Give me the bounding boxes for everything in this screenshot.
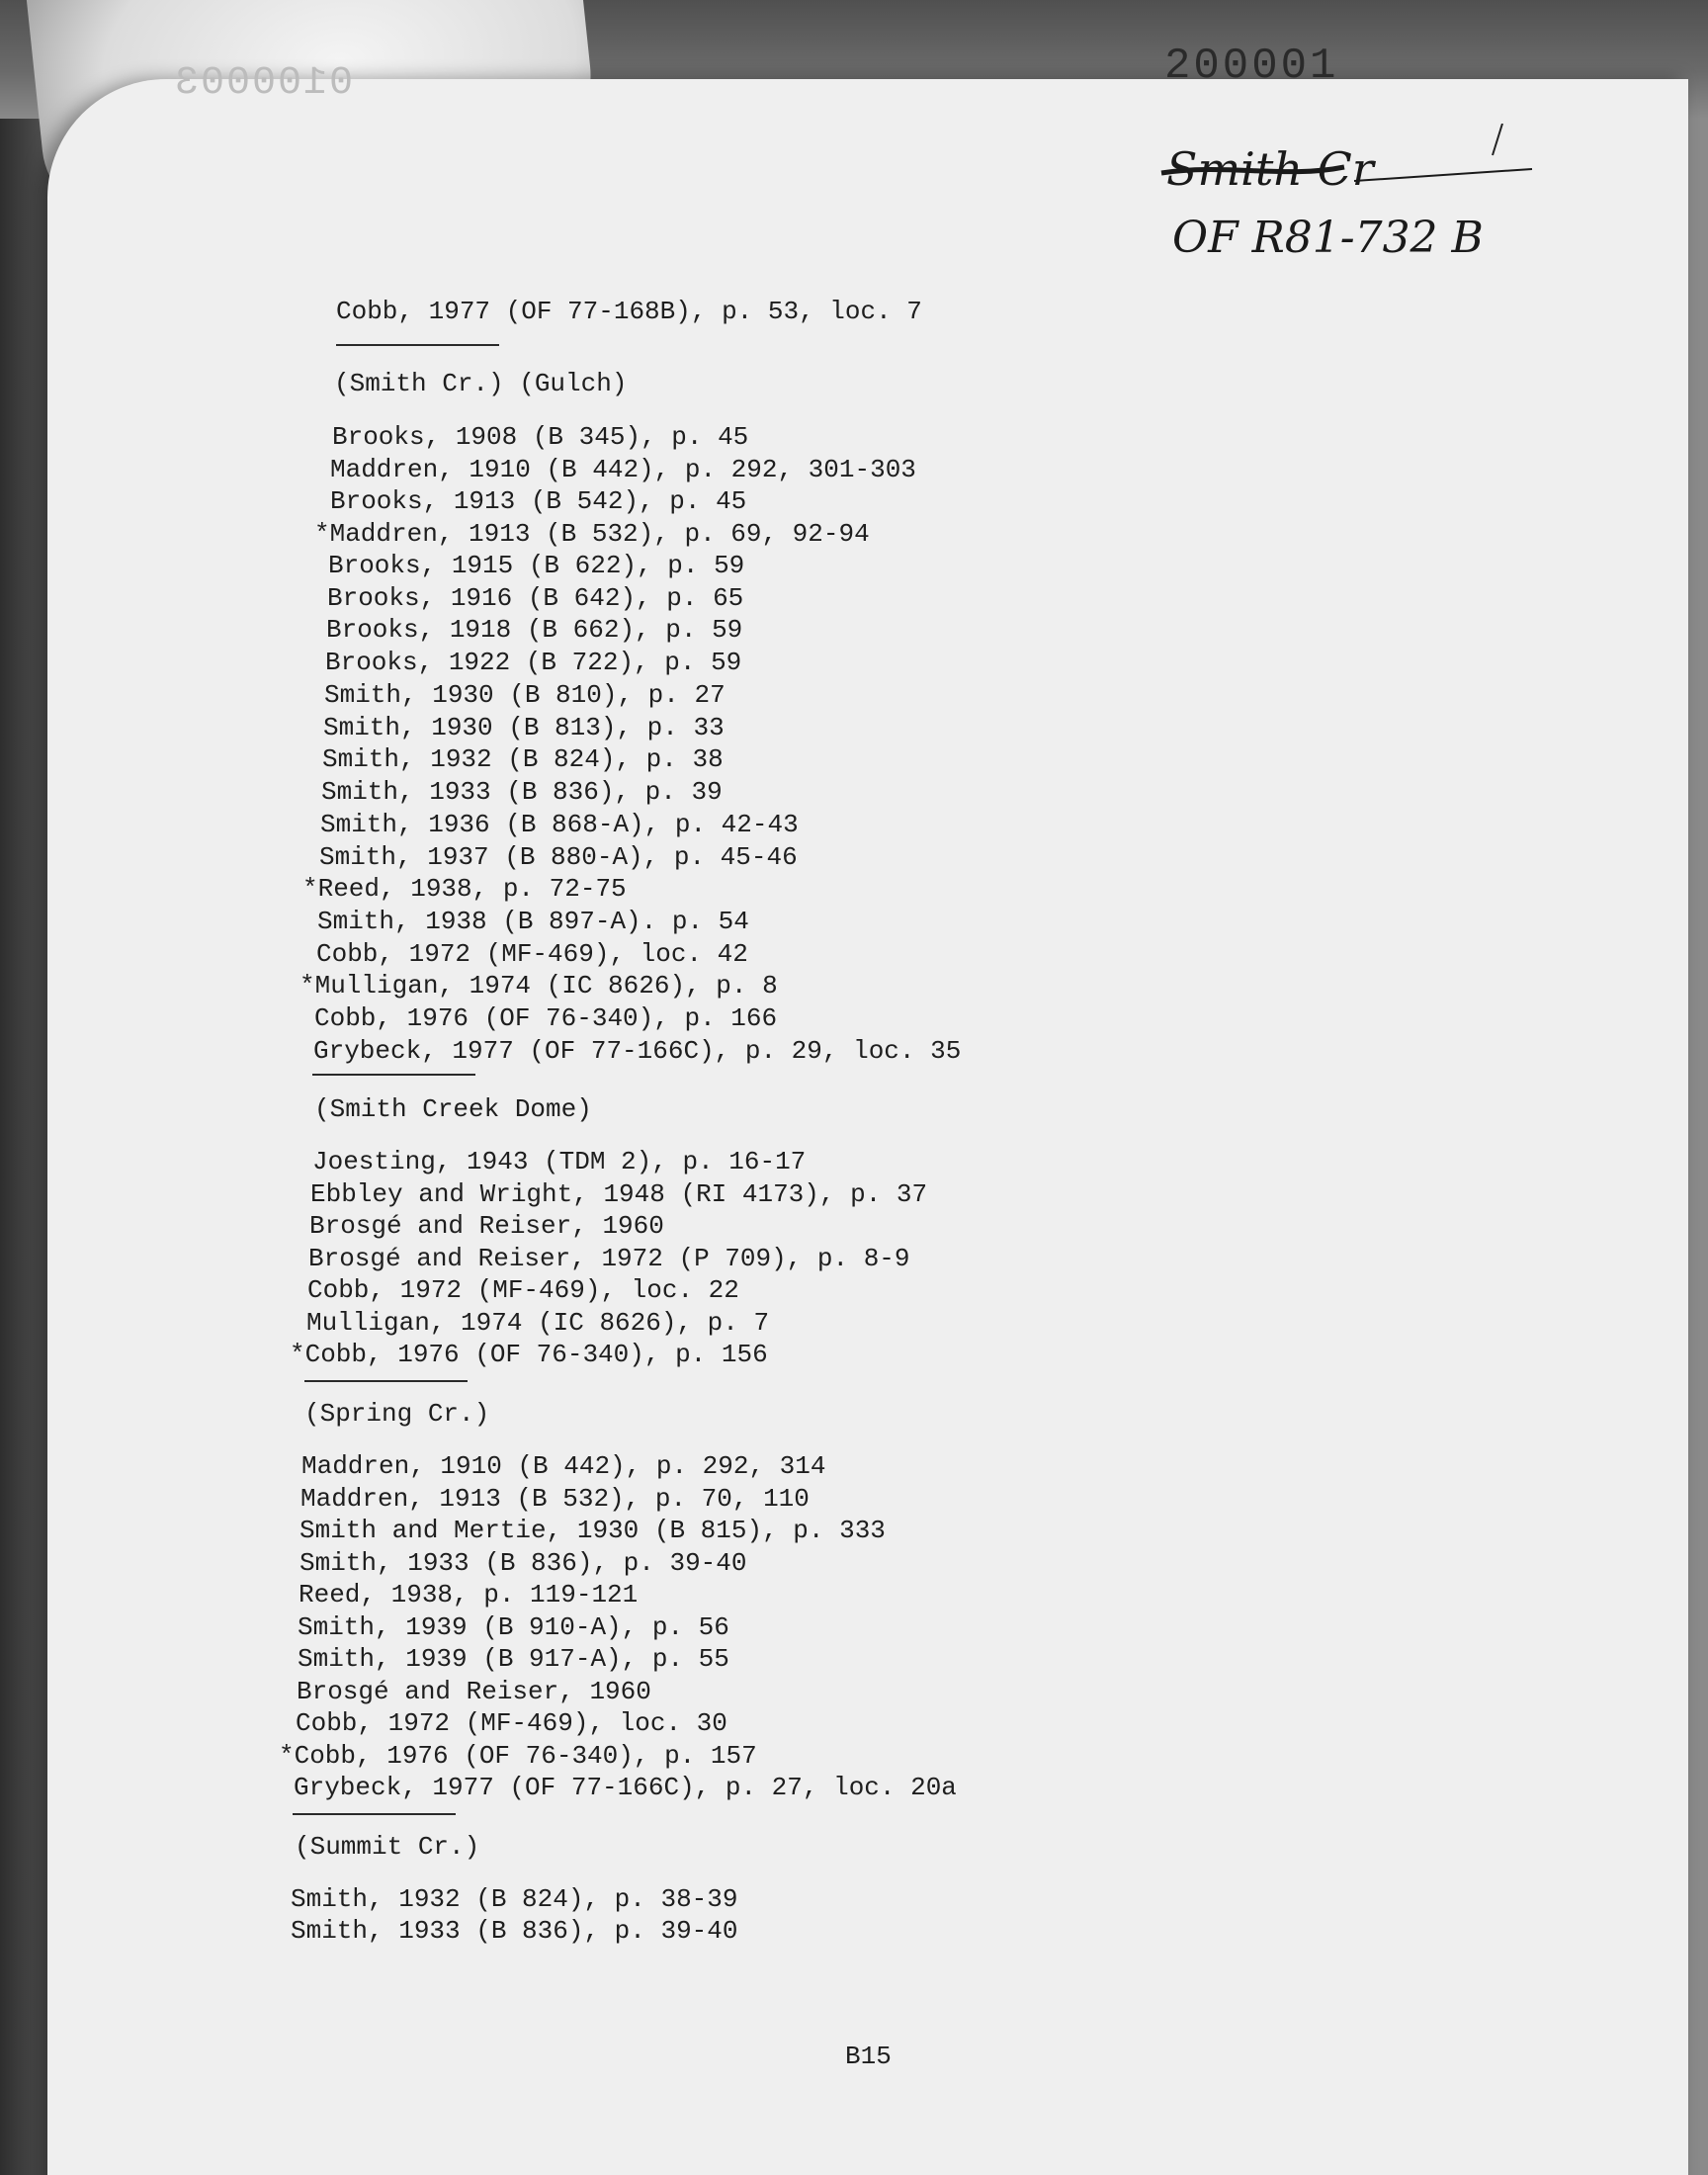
reference-entry: *Reed, 1938, p. 72-75 <box>302 874 627 904</box>
reference-entry: Grybeck, 1977 (OF 77-166C), p. 29, loc. 35 <box>313 1036 962 1066</box>
reference-entry: Smith, 1933 (B 836), p. 39 <box>321 777 723 807</box>
section-divider <box>336 344 499 346</box>
reference-entry: Brosgé and Reiser, 1972 (P 709), p. 8-9 <box>308 1244 910 1273</box>
reference-entry: Smith and Mertie, 1930 (B 815), p. 333 <box>299 1516 886 1545</box>
section-heading: (Summit Cr.) <box>295 1832 480 1862</box>
reference-entry: *Mulligan, 1974 (IC 8626), p. 8 <box>299 971 778 1000</box>
reference-entry: Brooks, 1918 (B 662), p. 59 <box>326 615 743 645</box>
reference-entry: *Cobb, 1976 (OF 76-340), p. 156 <box>290 1340 768 1369</box>
reference-entry: Cobb, 1972 (MF-469), loc. 22 <box>307 1275 739 1305</box>
reference-entry: Smith, 1939 (B 917-A), p. 55 <box>298 1644 729 1674</box>
reference-entry: Cobb, 1976 (OF 76-340), p. 166 <box>314 1003 778 1033</box>
reference-entry: *Cobb, 1976 (OF 76-340), p. 157 <box>279 1741 757 1771</box>
reference-entry: Cobb, 1972 (MF-469), loc. 42 <box>316 939 748 969</box>
reference-entry: Smith, 1938 (B 897-A). p. 54 <box>317 907 749 936</box>
reference-entry: Smith, 1936 (B 868-A), p. 42-43 <box>320 810 799 839</box>
reference-entry: Smith, 1939 (B 910-A), p. 56 <box>298 1612 729 1642</box>
reference-entry: Joesting, 1943 (TDM 2), p. 16-17 <box>312 1147 807 1176</box>
section-heading: (Smith Creek Dome) <box>314 1094 592 1124</box>
reference-entry: Brooks, 1916 (B 642), p. 65 <box>327 583 744 613</box>
document-stamp-number: 200001 <box>1164 42 1339 91</box>
section-divider <box>312 1074 475 1076</box>
reference-entry: Smith, 1933 (B 836), p. 39-40 <box>299 1548 747 1578</box>
reference-entry: Brooks, 1913 (B 542), p. 45 <box>330 486 747 516</box>
reference-entry: Mulligan, 1974 (IC 8626), p. 7 <box>306 1308 770 1338</box>
handwritten-line-1: Smith Cr <box>1166 142 1374 196</box>
reference-entry: Maddren, 1910 (B 442), p. 292, 301-303 <box>330 455 916 484</box>
handwritten-line-2: OF R81-732 B <box>1172 213 1484 263</box>
reference-entry: Brooks, 1908 (B 345), p. 45 <box>332 422 749 452</box>
reference-entry: Ebbley and Wright, 1948 (RI 4173), p. 37 <box>310 1179 928 1209</box>
reference-entry: Maddren, 1910 (B 442), p. 292, 314 <box>301 1451 826 1481</box>
reference-entry: Brosgé and Reiser, 1960 <box>309 1211 664 1241</box>
section-divider <box>293 1813 456 1815</box>
reference-entry: Brooks, 1922 (B 722), p. 59 <box>325 648 742 677</box>
page-number: B15 <box>845 2042 892 2071</box>
reference-entry: Reed, 1938, p. 119-121 <box>299 1580 639 1610</box>
reference-entry: Cobb, 1972 (MF-469), loc. 30 <box>296 1708 727 1738</box>
reference-entry: Smith, 1932 (B 824), p. 38 <box>322 744 724 774</box>
header-entry: Cobb, 1977 (OF 77-168B), p. 53, loc. 7 <box>336 297 922 326</box>
reference-entry: *Maddren, 1913 (B 532), p. 69, 92-94 <box>314 519 870 549</box>
reference-entry: Maddren, 1913 (B 532), p. 70, 110 <box>300 1484 810 1514</box>
reference-entry: Smith, 1933 (B 836), p. 39-40 <box>291 1916 738 1946</box>
reference-entry: Grybeck, 1977 (OF 77-166C), p. 27, loc. 20a <box>294 1773 957 1802</box>
section-divider <box>304 1380 468 1382</box>
reference-entry: Brosgé and Reiser, 1960 <box>297 1677 651 1706</box>
reference-entry: Smith, 1930 (B 813), p. 33 <box>323 713 725 742</box>
section-heading: (Spring Cr.) <box>304 1399 490 1429</box>
reference-entry: Smith, 1932 (B 824), p. 38-39 <box>291 1884 738 1914</box>
section-heading: (Smith Cr.) (Gulch) <box>334 369 628 398</box>
reference-entry: Smith, 1930 (B 810), p. 27 <box>324 680 726 710</box>
reference-entry: Smith, 1937 (B 880-A), p. 45-46 <box>319 842 798 872</box>
mirrored-stamp-number: 0100003 <box>173 61 354 106</box>
reference-entry: Brooks, 1915 (B 622), p. 59 <box>328 551 745 580</box>
